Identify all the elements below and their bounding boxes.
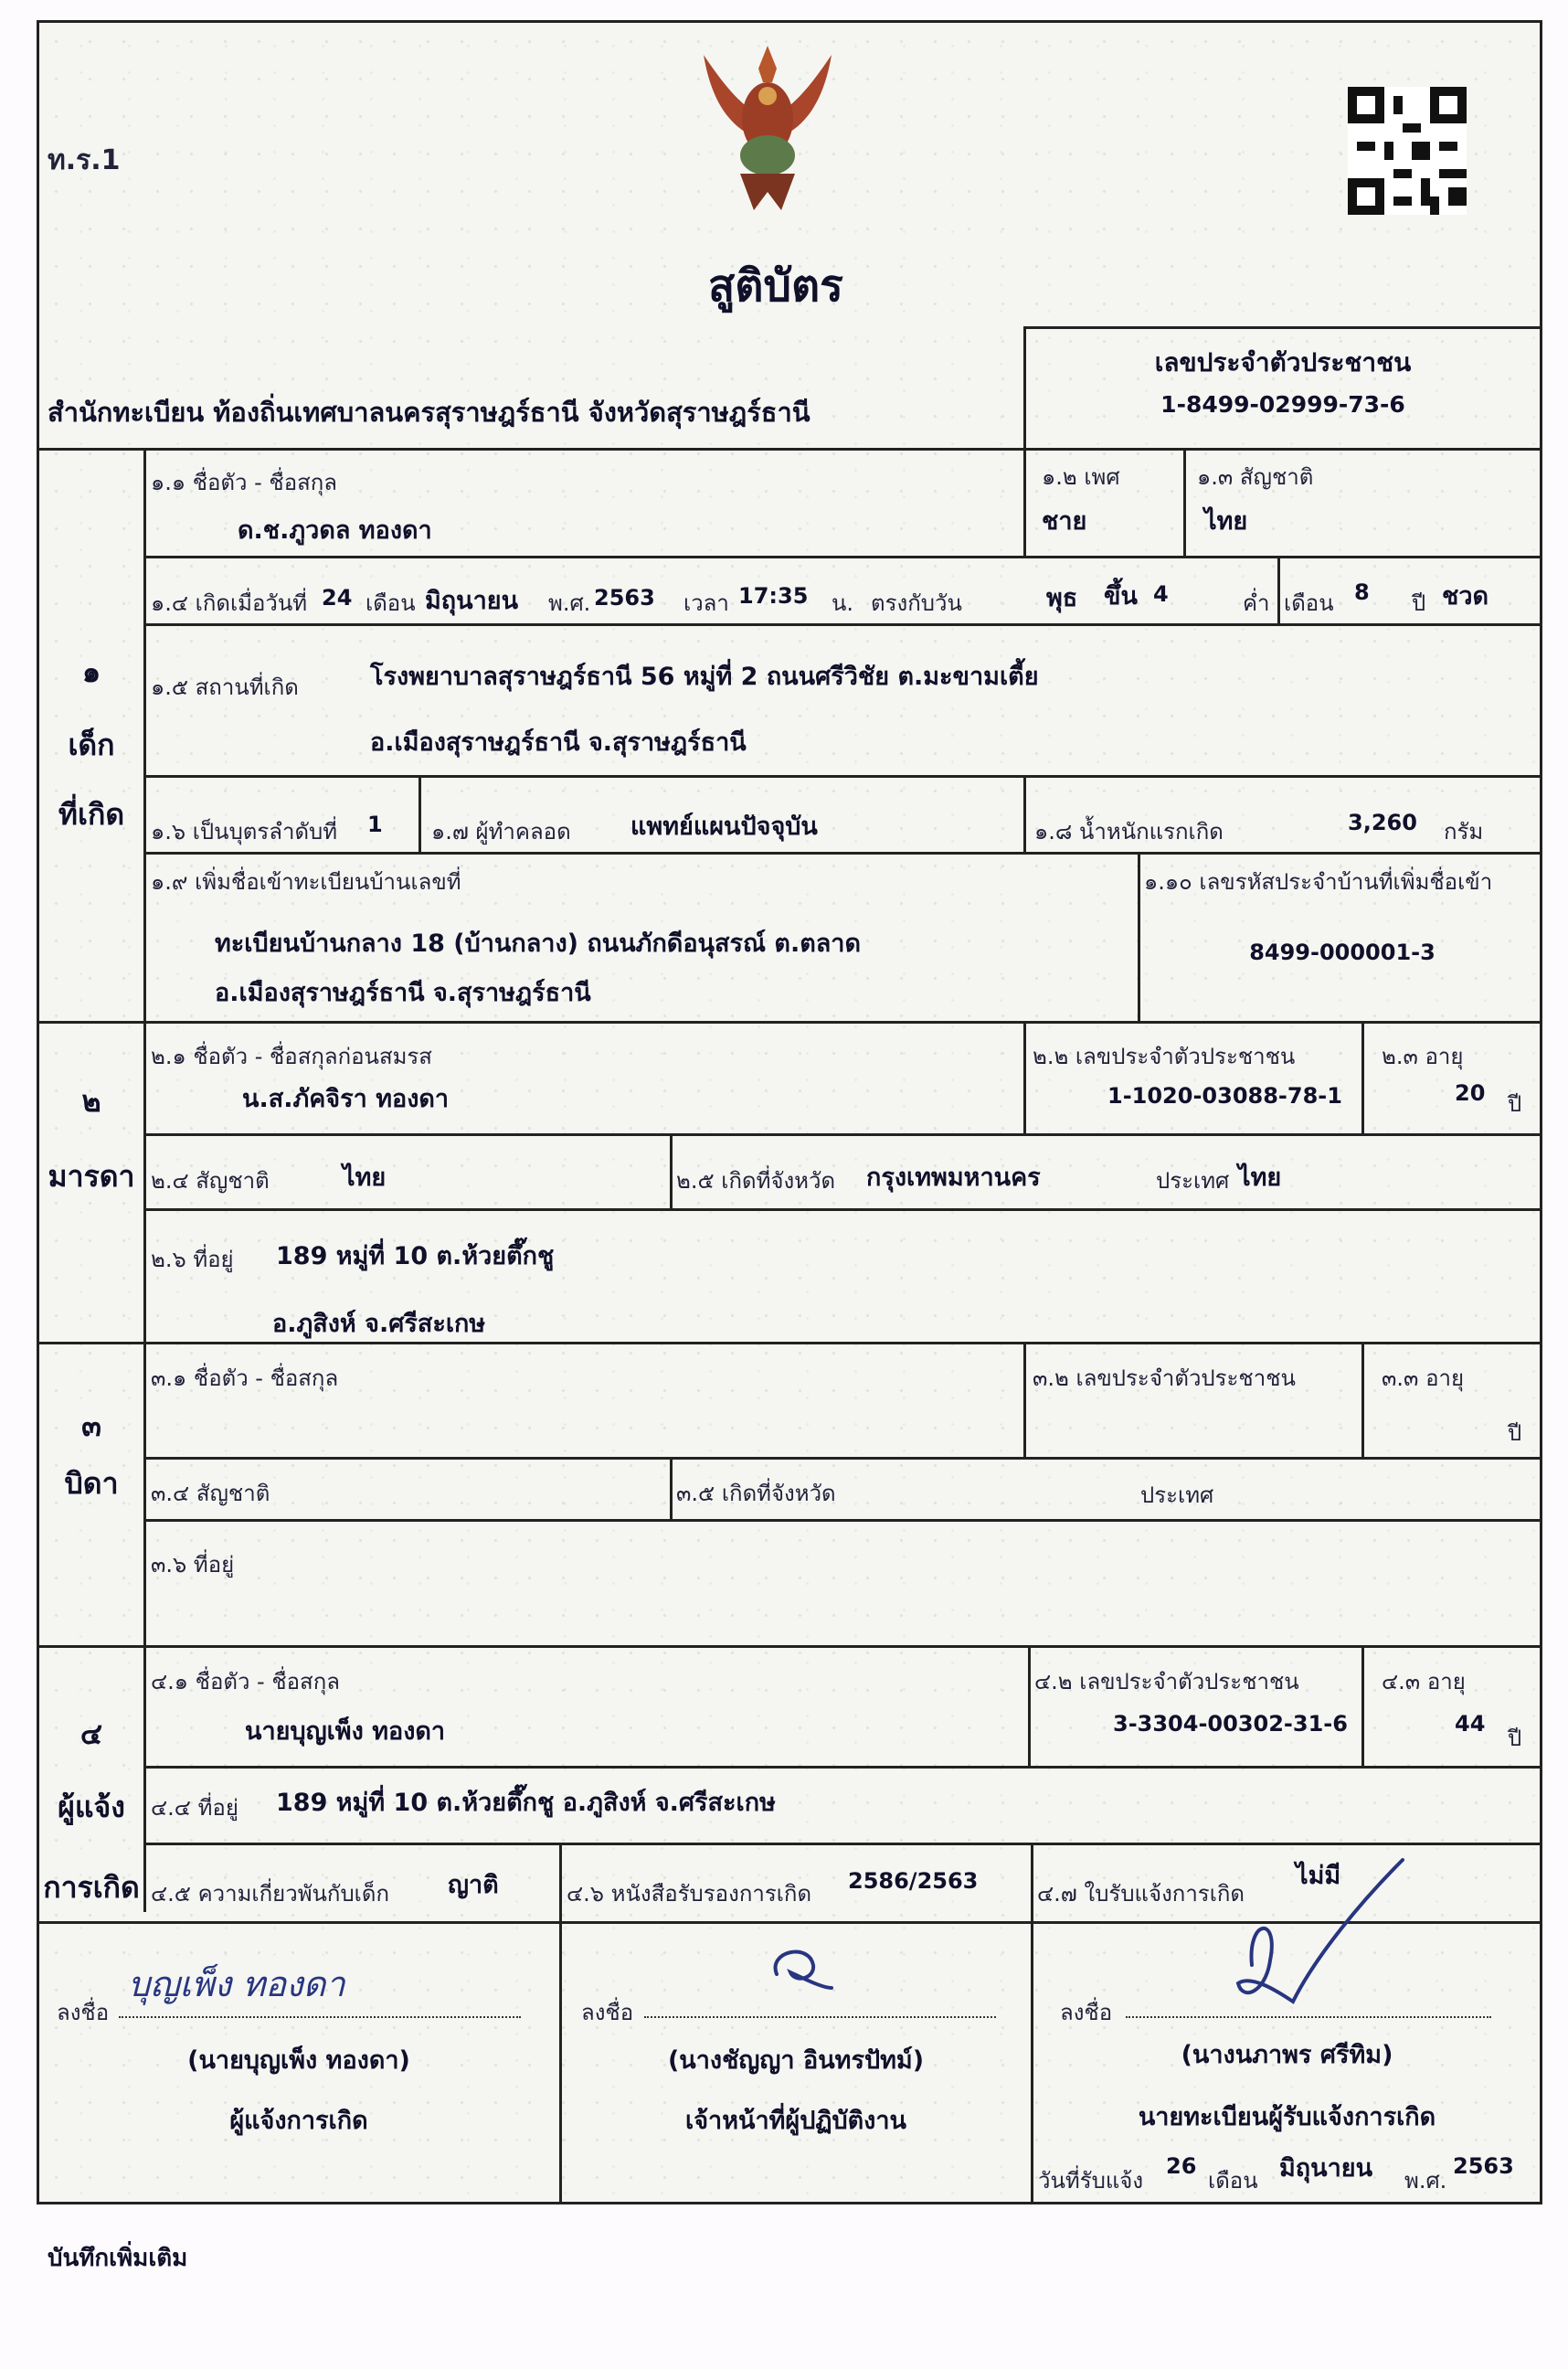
- section-1-label-born: ที่เกิด: [58, 797, 125, 832]
- child-nationality-label: ๑.๓ สัญชาติ: [1197, 464, 1314, 490]
- informant-address-label: ๔.๔ ที่อยู่: [151, 1795, 238, 1821]
- midwife: แพทย์แผนปัจจุบัน: [630, 813, 818, 841]
- informant-age: 44: [1455, 1711, 1486, 1737]
- informant-name: นายบุญเพ็ง ทองดา: [245, 1717, 446, 1746]
- birth-place-line2: อ.เมืองสุราษฎร์ธานี จ.สุราษฎร์ธานี: [370, 728, 747, 757]
- born-time: 17:35: [738, 583, 809, 609]
- section-2-number: ๒: [81, 1084, 101, 1119]
- section-3-number: ๓: [81, 1408, 101, 1443]
- informant-handwritten-signature: บุญเพ็ง ทองดา: [128, 1964, 345, 2004]
- house-code-label: ๑.๑๐ เลขรหัสประจำบ้านที่เพิ่มชื่อเข้า: [1144, 869, 1493, 895]
- zodiac: ชวด: [1442, 582, 1489, 611]
- father-country-label: ประเทศ: [1140, 1482, 1214, 1508]
- mother-name: น.ส.ภัคจิรา ทองดา: [242, 1085, 450, 1113]
- id-value: 1-8499-02999-73-6: [1160, 391, 1405, 418]
- received-day: 26: [1166, 2153, 1197, 2179]
- section-4-label-informant: ผู้แจ้ง: [58, 1790, 125, 1824]
- child-sex: ชาย: [1042, 507, 1087, 536]
- birth-weight: 3,260: [1348, 810, 1417, 835]
- received-month-label: เดือน: [1208, 2168, 1258, 2194]
- received-month: มิถุนายน: [1279, 2154, 1373, 2183]
- informant-address: 189 หมู่ที่ 10 ต.ห้วยตึ๊กชู อ.ภูสิงห์ จ.ศรีสะเกษ: [276, 1789, 776, 1817]
- informant-id: 3-3304-00302-31-6: [1113, 1711, 1348, 1737]
- mother-id-label: ๒.๒ เลขประจำตัวประชาชน: [1033, 1044, 1296, 1069]
- born-date-label: ๑.๔ เกิดเมื่อวันที่: [151, 590, 308, 616]
- birth-place-line1: โรงพยาบาลสุราษฎร์ธานี 56 หมู่ที่ 2 ถนนศรีวิชัย ต.มะขามเตี้ย: [370, 663, 1039, 691]
- mother-age-label: ๒.๓ อายุ: [1382, 1044, 1464, 1069]
- sig1-name: (นายบุญเพ็ง ทองดา): [187, 2046, 410, 2075]
- wax-label: ขึ้น: [1104, 582, 1138, 611]
- birth-place-label: ๑.๕ สถานที่เกิด: [151, 675, 299, 700]
- father-province-label: ๓.๕ เกิดที่จังหวัด: [676, 1481, 836, 1506]
- qr-code-icon: [1348, 87, 1467, 215]
- mother-nationality: ไทย: [343, 1163, 387, 1192]
- born-year-label: พ.ศ.: [548, 590, 591, 616]
- born-month: มิถุนายน: [425, 587, 519, 615]
- mother-province: กรุงเทพมหานคร: [866, 1163, 1041, 1192]
- informant-name-label: ๔.๑ ชื่อตัว - ชื่อสกุล: [151, 1669, 340, 1694]
- father-name-label: ๓.๑ ชื่อตัว - ชื่อสกุล: [151, 1365, 339, 1391]
- mother-country: ไทย: [1238, 1163, 1282, 1192]
- mother-province-label: ๒.๕ เกิดที่จังหวัด: [676, 1168, 836, 1194]
- section-2-label: มารดา: [48, 1159, 135, 1194]
- child-nationality: ไทย: [1204, 507, 1248, 536]
- lunar-month: 8: [1354, 579, 1370, 605]
- receipt-label: ๔.๗ ใบรับแจ้งการเกิด: [1037, 1881, 1245, 1907]
- received-year-label: พ.ศ.: [1404, 2168, 1447, 2194]
- father-nationality-label: ๓.๔ สัญชาติ: [151, 1481, 270, 1506]
- sig1-role: ผู้แจ้งการเกิด: [229, 2107, 368, 2135]
- informant-age-unit: ปี: [1508, 1726, 1522, 1751]
- received-date-label: วันที่รับแจ้ง: [1038, 2168, 1144, 2194]
- child-sex-label: ๑.๒ เพศ: [1042, 464, 1120, 490]
- mother-country-label: ประเทศ: [1156, 1168, 1230, 1194]
- weekday: พุธ: [1046, 584, 1078, 612]
- birth-weight-label: ๑.๘ น้ำหนักแรกเกิด: [1034, 819, 1224, 845]
- section-4-number: ๔: [79, 1716, 103, 1751]
- sign-label-1: ลงชื่อ: [57, 2000, 110, 2025]
- additional-notes-label: บันทึกเพิ่มเติม: [48, 2245, 188, 2272]
- sig2-name: (นางชัญญา อินทรปัทม์): [667, 2046, 925, 2075]
- father-age-label: ๓.๓ อายุ: [1382, 1365, 1465, 1391]
- mother-address-line1: 189 หมู่ที่ 10 ต.ห้วยตึ๊กชู: [276, 1242, 555, 1270]
- section-4-label-birth: การเกิด: [43, 1870, 140, 1905]
- form-code: ท.ร.1: [48, 144, 121, 176]
- relation: ญาติ: [448, 1871, 499, 1899]
- birth-cert-label: ๔.๖ หนังสือรับรองการเกิด: [567, 1881, 812, 1907]
- document-title: สูติบัตร: [708, 260, 843, 312]
- father-address-label: ๓.๖ ที่อยู่: [151, 1552, 235, 1578]
- garuda-emblem-icon: [685, 27, 850, 219]
- house-registration-label: ๑.๙ เพิ่มชื่อเข้าทะเบียนบ้านเลขที่: [151, 869, 461, 895]
- child-name-label: ๑.๑ ชื่อตัว - ชื่อสกุล: [151, 470, 337, 495]
- mother-age: 20: [1455, 1080, 1486, 1106]
- lunar-month-label: เดือน: [1284, 590, 1334, 616]
- informant-age-label: ๔.๓ อายุ: [1382, 1669, 1466, 1694]
- sig2-role: เจ้าหน้าที่ผู้ปฏิบัติงาน: [685, 2107, 906, 2135]
- sign-label-2: ลงชื่อ: [581, 2000, 634, 2025]
- born-time-label: เวลา: [683, 590, 729, 616]
- sig3-name: (นางนภาพร ศรีทิม): [1181, 2041, 1393, 2069]
- house-registration-line2: อ.เมืองสุราษฎร์ธานี จ.สุราษฎร์ธานี: [215, 979, 591, 1007]
- zodiac-label: ปี: [1412, 590, 1426, 616]
- mother-address-label: ๒.๖ ที่อยู่: [151, 1247, 234, 1272]
- night-label: ค่ำ: [1243, 590, 1270, 616]
- officer-signature-icon: [758, 1938, 841, 2011]
- informant-id-label: ๔.๒ เลขประจำตัวประชาชน: [1034, 1669, 1299, 1694]
- born-year: 2563: [594, 585, 655, 611]
- received-year: 2563: [1453, 2153, 1514, 2179]
- mother-id: 1-1020-03088-78-1: [1107, 1083, 1342, 1109]
- mother-age-unit: ปี: [1508, 1091, 1522, 1117]
- birth-order-label: ๑.๖ เป็นบุตรลำดับที่: [151, 819, 338, 845]
- born-month-label: เดือน: [366, 590, 416, 616]
- section-3-label: บิดา: [64, 1466, 119, 1501]
- sig3-role: นายทะเบียนผู้รับแจ้งการเกิด: [1138, 2103, 1436, 2131]
- birth-cert: 2586/2563: [848, 1868, 979, 1894]
- mother-address-line2: อ.ภูสิงห์ จ.ศรีสะเกษ: [272, 1310, 486, 1338]
- birth-order: 1: [367, 812, 383, 837]
- child-name: ด.ช.ภูวดล ทองดา: [238, 516, 432, 545]
- born-time-unit: น.: [832, 590, 854, 616]
- sign-label-3: ลงชื่อ: [1060, 2000, 1113, 2025]
- birth-weight-unit: กรัม: [1444, 819, 1484, 845]
- relation-label: ๔.๕ ความเกี่ยวพันกับเด็ก: [151, 1881, 389, 1907]
- born-day: 24: [322, 585, 353, 611]
- id-label: เลขประจำตัวประชาชน: [1154, 347, 1412, 377]
- registrar-signature-icon: [1215, 1846, 1416, 2029]
- father-id-label: ๓.๒ เลขประจำตัวประชาชน: [1033, 1365, 1296, 1391]
- mother-name-label: ๒.๑ ชื่อตัว - ชื่อสกุลก่อนสมรส: [151, 1044, 432, 1069]
- registry-office: สำนักทะเบียน ท้องถิ่นเทศบาลนครสุราษฎร์ธานี จังหวัดสุราษฎร์ธานี: [48, 397, 810, 428]
- section-1-number: ๑: [81, 654, 101, 689]
- house-registration-line1: ทะเบียนบ้านกลาง 18 (บ้านกลาง) ถนนภักดีอนุสรณ์ ต.ตลาด: [215, 930, 861, 958]
- house-code: 8499-000001-3: [1249, 940, 1436, 965]
- receipt: ไม่มี: [1296, 1862, 1341, 1890]
- section-1-label-child: เด็ก: [68, 728, 115, 762]
- midwife-label: ๑.๗ ผู้ทำคลอด: [431, 819, 571, 845]
- father-age-unit: ปี: [1508, 1420, 1522, 1446]
- mother-nationality-label: ๒.๔ สัญชาติ: [151, 1168, 270, 1194]
- wax-value: 4: [1153, 581, 1169, 607]
- weekday-label: ตรงกับวัน: [871, 590, 962, 616]
